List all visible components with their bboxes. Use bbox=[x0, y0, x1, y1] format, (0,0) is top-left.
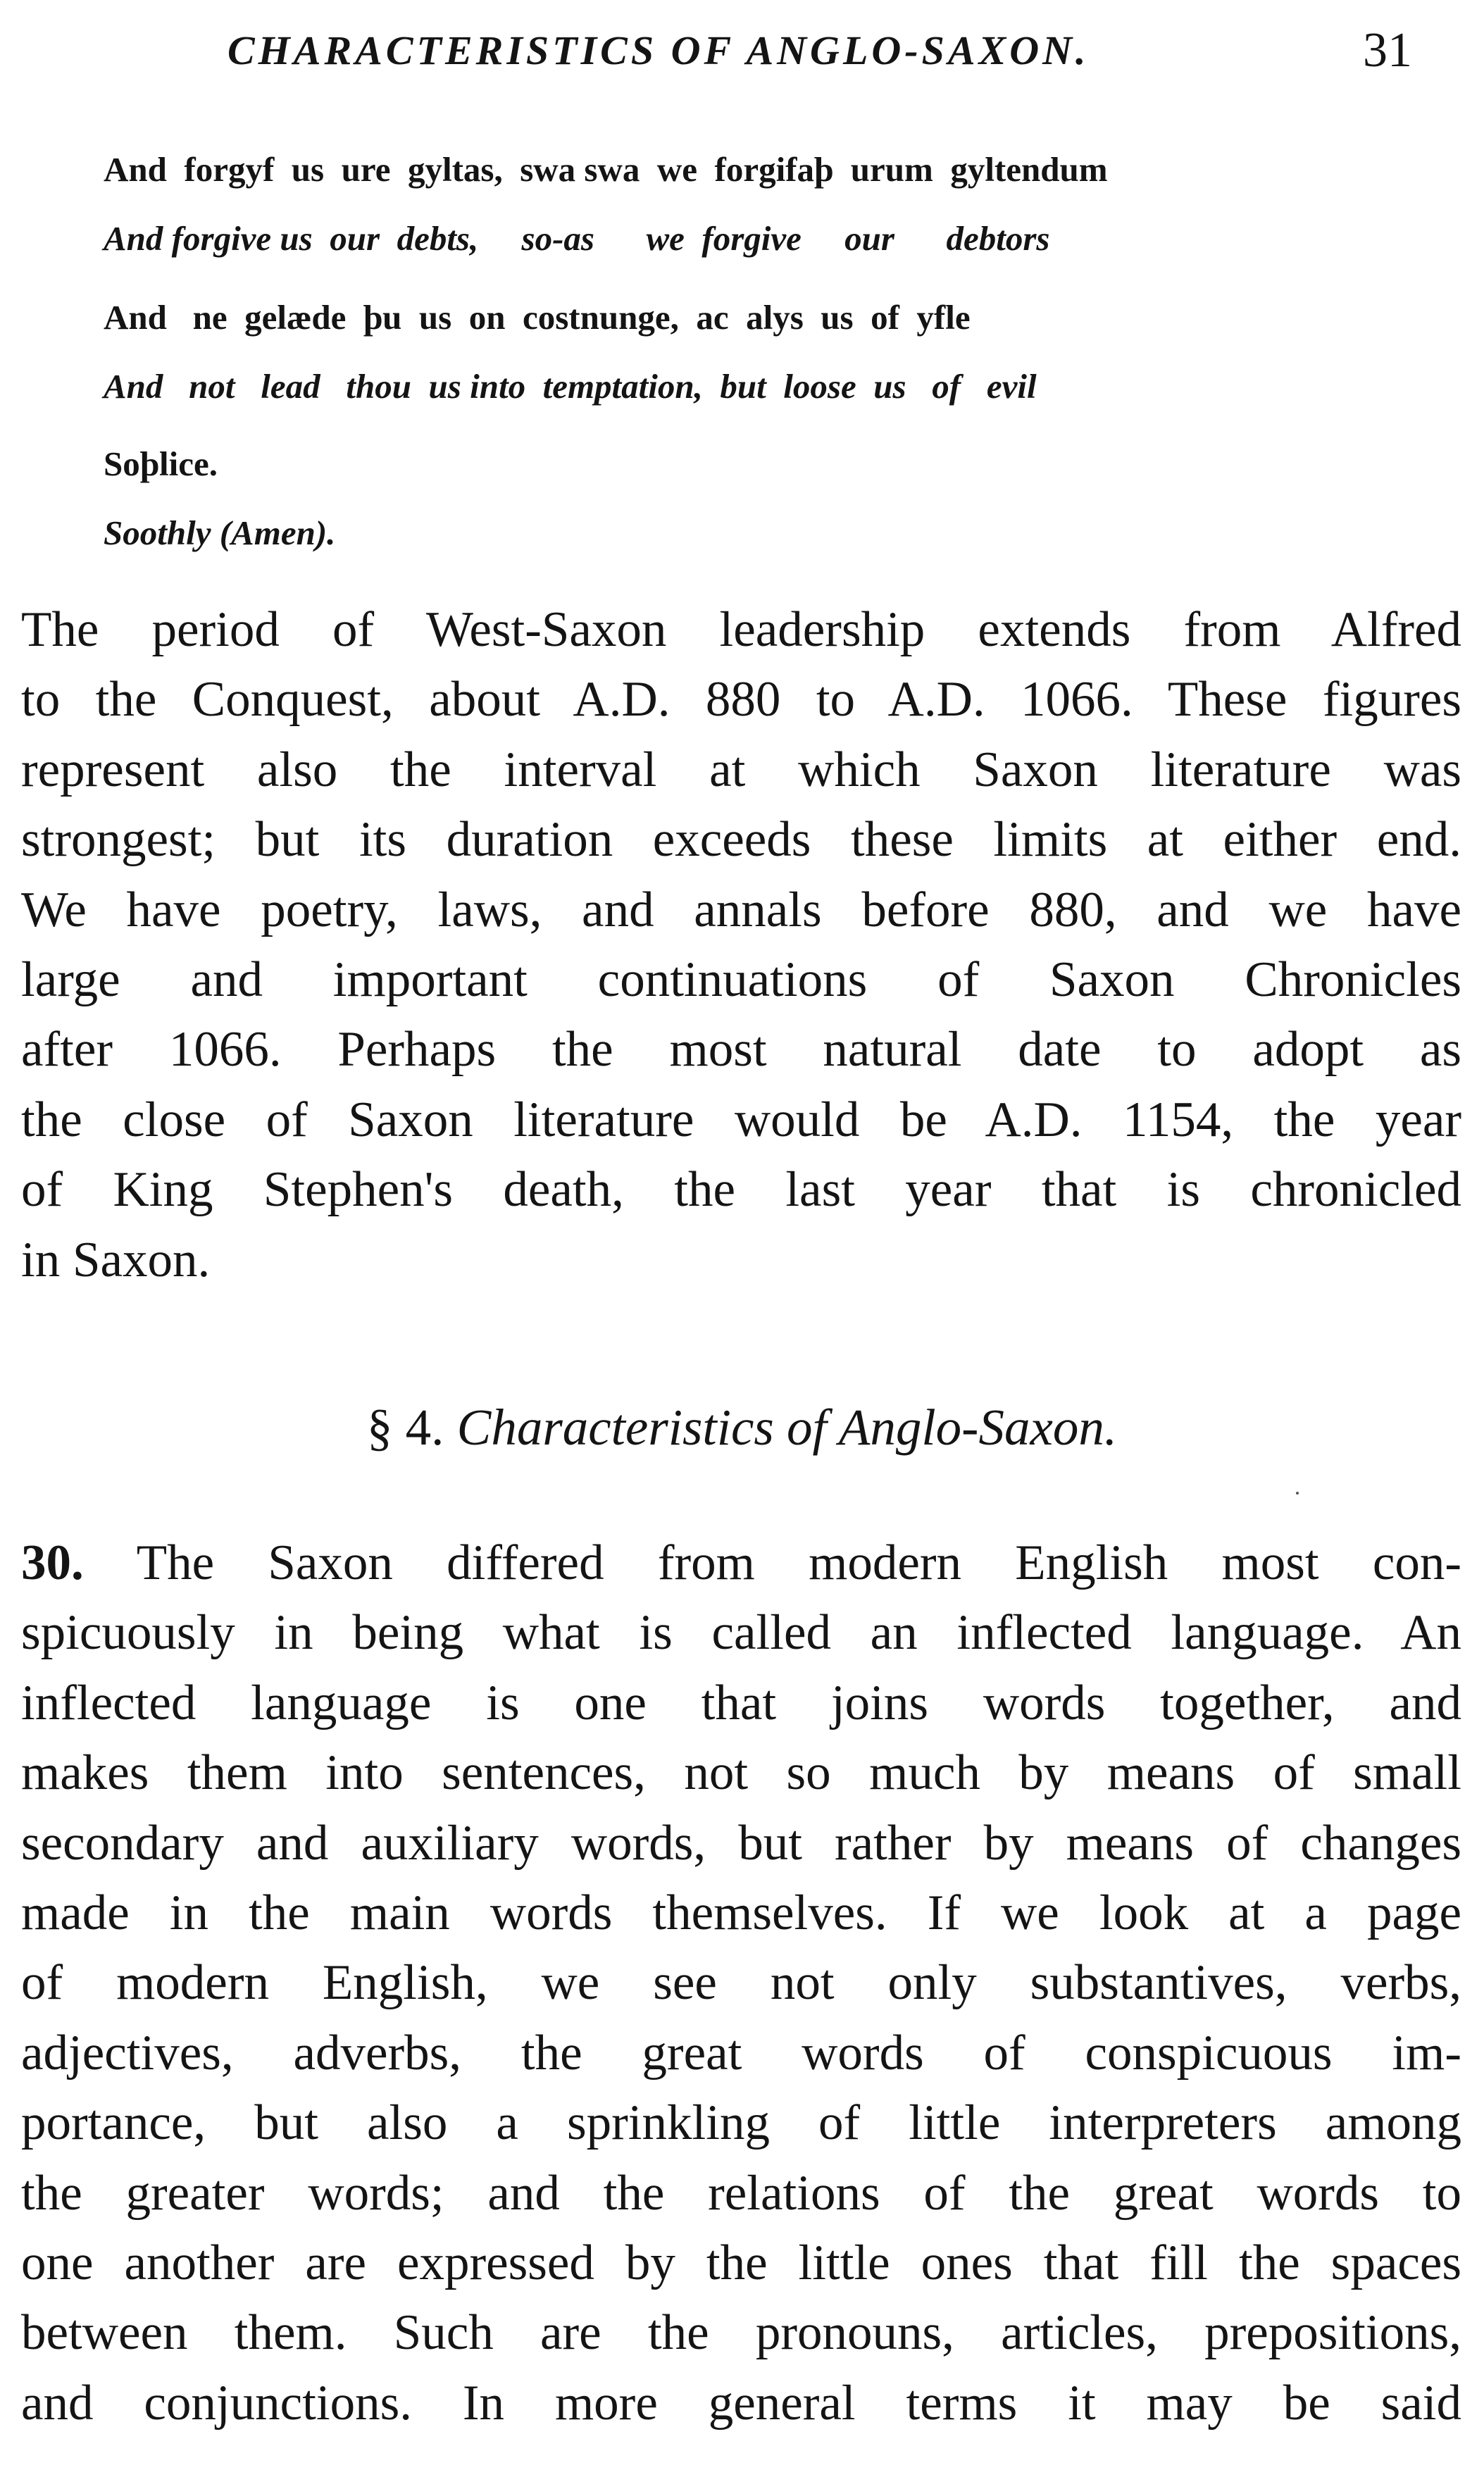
page-number: 31 bbox=[1363, 23, 1412, 77]
gloss-line: And not lead thou us into temptation, but loose us of evil bbox=[104, 367, 1037, 406]
paragraph-line: inflected language is one that joins words together, and bbox=[21, 1675, 1461, 1730]
running-head bbox=[0, 23, 1484, 83]
paragraph-line: and conjunctions. In more general terms it may be said bbox=[21, 2375, 1461, 2431]
paragraph-line: made in the main words themselves. If we look at a page bbox=[21, 1885, 1461, 1940]
paragraph-line: to the Conquest, about A.D. 880 to A.D. 1066. These figures bbox=[21, 672, 1461, 728]
section-marker: § 4. bbox=[366, 1399, 444, 1456]
gloss-line: And forgive us our debts, so-as we forgive our debtors bbox=[104, 219, 1050, 258]
paragraph-first-line-text: The Saxon differed from modern English most con- bbox=[136, 1535, 1462, 1590]
saxon-line: And ne gelæde þu us on costnunge, ac alys us of yfle bbox=[104, 298, 971, 337]
verse-lines-amen bbox=[104, 430, 1428, 568]
paragraph-line: large and important continuations of Saxon Chronicles bbox=[21, 952, 1461, 1007]
paragraph-line: adjectives, adverbs, the great words of conspicuous im- bbox=[21, 2025, 1461, 2081]
section-heading bbox=[0, 1398, 1484, 1457]
paragraph-number: 30. bbox=[21, 1535, 84, 1590]
paragraph-line: strongest; but its duration exceeds these limits at either end. bbox=[21, 812, 1461, 868]
paragraph-line: of King Stephen's death, the last year that is chronicled bbox=[21, 1162, 1461, 1218]
paragraph-line bbox=[21, 1528, 1461, 1598]
paragraph-line: represent also the interval at which Saxon literature was bbox=[21, 742, 1461, 797]
paragraph-line: The period of West-Saxon leadership extends from Alfred bbox=[21, 602, 1461, 657]
print-speck bbox=[1296, 1492, 1299, 1495]
paragraph-line: portance, but also a sprinkling of little interpreters among bbox=[21, 2095, 1461, 2151]
verse-lines-temptation bbox=[104, 283, 1428, 421]
paragraph-line: spicuously in being what is called an inflected language. An bbox=[21, 1605, 1461, 1661]
gloss-line: Soothly (Amen). bbox=[104, 513, 336, 552]
saxon-line: Soþlice. bbox=[104, 444, 218, 483]
paragraph-line: makes them into sentences, not so much by means of small bbox=[21, 1745, 1461, 1801]
verse-lines-forgive bbox=[104, 135, 1428, 273]
paragraph-line: one another are expressed by the little ones that fill the spaces bbox=[21, 2235, 1461, 2290]
paragraph-line: between them. Such are the pronouns, articles, prepositions, bbox=[21, 2305, 1461, 2361]
paragraph-line: secondary and auxiliary words, but rather by means of changes bbox=[21, 1815, 1461, 1871]
saxon-line: And forgyf us ure gyltas, swa swa we forgifaþ urum gyltendum bbox=[104, 150, 1108, 189]
paragraph-line: in Saxon. bbox=[21, 1232, 211, 1287]
section-title: Characteristics of Anglo-Saxon. bbox=[456, 1399, 1118, 1456]
paragraph-line: We have poetry, laws, and annals before 880, and we have bbox=[21, 882, 1461, 937]
paragraph-30 bbox=[21, 1528, 1461, 2438]
paragraph-line: the close of Saxon literature would be A.D. 1154, the year bbox=[21, 1092, 1461, 1147]
paragraph-line: after 1066. Perhaps the most natural date to adopt as bbox=[21, 1022, 1461, 1078]
paragraph-line: the greater words; and the relations of the great words to bbox=[21, 2165, 1461, 2221]
paragraph-west-saxon-period bbox=[21, 595, 1461, 1295]
running-title: CHARACTERISTICS OF ANGLO-SAXON. bbox=[227, 27, 1090, 73]
paragraph-line: of modern English, we see not only substantives, verbs, bbox=[21, 1955, 1461, 2011]
